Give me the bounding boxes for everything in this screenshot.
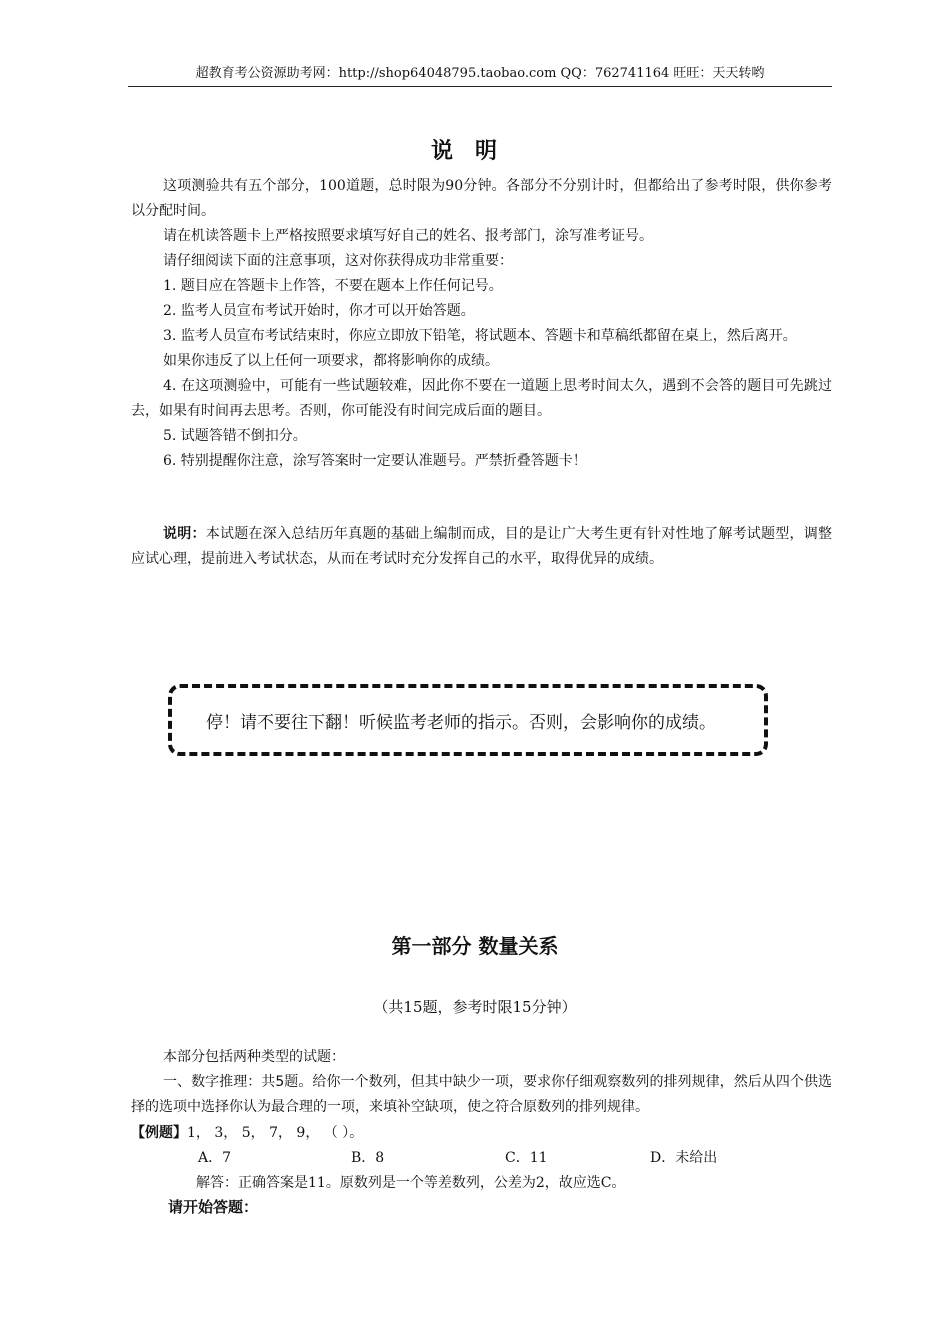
note-block [131,522,832,572]
stop-notice-text: 停！请不要往下翻！听候监考老师的指示。否则，会影响你的成绩。 [206,712,716,733]
intro-line: 本部分包括两种类型的试题： [163,1049,345,1065]
instruction-paragraph: 请在机读答题卡上严格按照要求填写好自己的姓名、报考部门，涂写准考证号。 [163,228,653,244]
instructions-title: 说明 [430,138,519,164]
instruction-item: 2. 监考人员宣布考试开始时，你才可以开始答题。 [163,303,475,319]
option-b: B．8 [351,1150,385,1166]
intro-line: 一、数字推理：共5题。给你一个数列，但其中缺少一项，要求你仔细观察数列的排列规律，然后从四个供选择的选项中选择你认为最合理的一项，来填补空缺项，使之符合原数列的排列规律。 [131,1074,832,1115]
instruction-paragraph: 这项测验共有五个部分，100道题，总时限为90分钟。各部分不分别计时，但都给出了参考时限，供你参考以分配时间。 [131,178,832,219]
instruction-item: 5. 试题答错不倒扣分。 [163,428,307,444]
note-text: 本试题在深入总结历年真题的基础上编制而成，目的是让广大考生更有针对性地了解考试题型，调整应试心理，提前进入考试状态，从而在考试时充分发挥自己的水平，取得优异的成绩。 [131,526,832,567]
example-line [131,1121,363,1146]
instruction-item: 4. 在这项测验中，可能有一些试题较难，因此你不要在一道题上思考时间太久，遇到不会答的题目可先跳过去，如果有时间再去思考。否则，你可能没有时间完成后面的题目。 [131,378,832,419]
part1-intro [131,1045,832,1120]
instructions-body [131,174,832,474]
instruction-item: 3. 监考人员宣布考试结束时，你应立即放下铅笔，将试题本、答题卡和草稿纸都留在桌上，然后离开。 [163,328,797,344]
option-c: C．11 [505,1150,548,1166]
stop-notice-box [168,684,768,756]
example-sequence: 1， 3， 5， 7， 9， （ ）。 [187,1125,364,1141]
header-text: 超教育考公资源助考网：http://shop64048795.taobao.com QQ：762741164 旺旺：天天转哟 [195,66,765,81]
option-a: A．7 [198,1150,232,1166]
example-answer: 解答：正确答案是11。原数列是一个等差数列，公差为2，故应选C。 [196,1175,626,1191]
instruction-paragraph: 如果你违反了以上任何一项要求，都将影响你的成绩。 [163,353,499,369]
page-header [128,64,832,87]
instruction-item: 6. 特别提醒你注意，涂写答案时一定要认准题号。严禁折叠答题卡！ [163,453,587,469]
part1-subtitle: （共15题，参考时限15分钟） [373,998,577,1016]
start-label: 请开始答题： [168,1198,259,1216]
instruction-paragraph: 请仔细阅读下面的注意事项，这对你获得成功非常重要： [163,253,513,269]
option-d: D．未给出 [650,1150,718,1166]
example-label: 【例题】 [131,1125,187,1141]
instruction-item: 1. 题目应在答题卡上作答，不要在题本上作任何记号。 [163,278,503,294]
note-label: 说明： [163,526,206,542]
part1-title: 第一部分 数量关系 [391,934,559,958]
example-options [0,1146,950,1171]
